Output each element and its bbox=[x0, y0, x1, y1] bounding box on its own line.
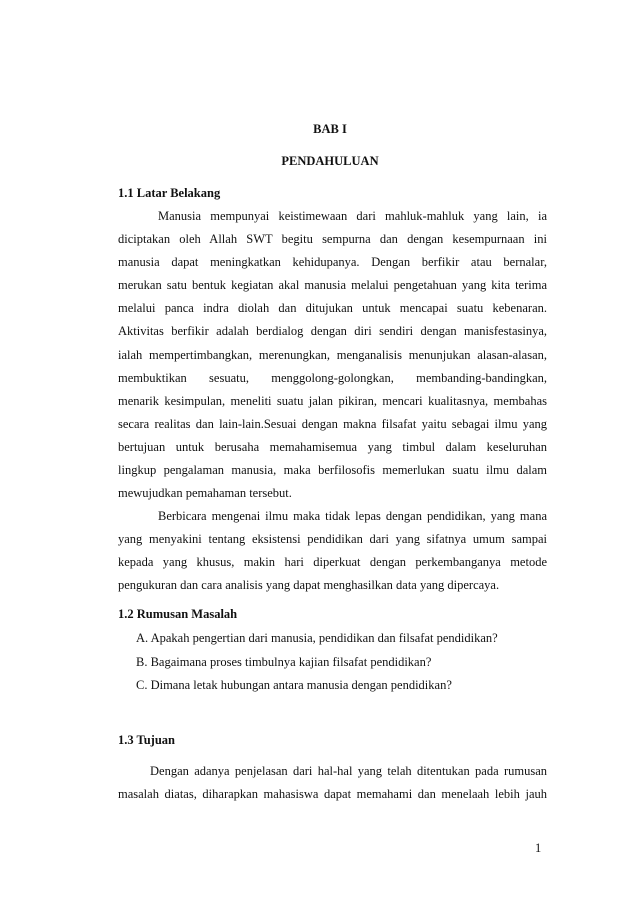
rumusan-masalah-list bbox=[136, 627, 498, 698]
list-item: B. Bagaimana proses timbulnya kajian filsafat pendidikan? bbox=[136, 654, 432, 669]
section-heading-tujuan: 1.3 Tujuan bbox=[118, 733, 175, 747]
paragraph-tujuan bbox=[118, 760, 547, 806]
text-line: merukan satu bentuk kegiatan akal manusia melalui pengetahuan yang kita terima bbox=[118, 278, 547, 293]
text-line: membuktikan sesuatu, menggolong-golongkan, membanding-bandingkan, bbox=[118, 370, 547, 385]
text-line: menarik kesimpulan, meneliti suatu jalan pikiran, mencari kualitasnya, membahas bbox=[118, 393, 547, 408]
text-line: yang menyakini tentang eksistensi pendidikan dari yang sifatnya umum sampai bbox=[118, 532, 547, 547]
chapter-title: PENDAHULUAN bbox=[281, 154, 379, 168]
text-line: kepada yang khusus, makin hari diperkuat dengan perkembanganya metode bbox=[118, 555, 547, 570]
list-item: A. Apakah pengertian dari manusia, pendidikan dan filsafat pendidikan? bbox=[136, 631, 498, 645]
text-line: lingkup pengalaman manusia, maka berfilosofis memerlukan suatu ilmu dalam bbox=[118, 463, 547, 478]
text-line: bertujuan untuk berusaha memahamisemua yang timbul dalam keseluruhan bbox=[118, 439, 547, 454]
text-line: mewujudkan pemahaman tersebut. bbox=[118, 486, 292, 501]
text-line: manusia dapat meningkatkan kehidupanya. Dengan berfikir atau bernalar, bbox=[118, 255, 547, 270]
paragraph-latar-belakang-1 bbox=[118, 205, 547, 505]
text-line: Berbicara mengenai ilmu maka tidak lepas dengan pendidikan, yang mana bbox=[158, 509, 547, 523]
chapter-label: BAB I bbox=[313, 122, 347, 136]
text-line: melalui panca indra diolah dan ditujukan untuk mencapai suatu kebenaran. bbox=[118, 301, 547, 316]
text-line: secara realitas dan lain-lain.Sesuai dengan makna filsafat yaitu sebagai ilmu yang bbox=[118, 416, 547, 431]
text-line: Aktivitas berfikir adalah berdialog dengan diri sendiri dengan manisfestasinya, bbox=[118, 324, 547, 339]
text-line: diciptakan oleh Allah SWT begitu sempurna dan dengan kesempurnaan ini bbox=[118, 232, 547, 247]
text-line: masalah diatas, diharapkan mahasiswa dapat memahami dan menelaah lebih jauh bbox=[118, 787, 547, 802]
section-heading-rumusan-masalah: 1.2 Rumusan Masalah bbox=[118, 607, 238, 621]
paragraph-latar-belakang-2 bbox=[118, 505, 547, 597]
text-line: Dengan adanya penjelasan dari hal-hal yang telah ditentukan pada rumusan bbox=[150, 764, 547, 778]
page-number: 1 bbox=[535, 841, 542, 855]
section-heading-latar-belakang: 1.1 Latar Belakang bbox=[118, 186, 221, 200]
list-item: C. Dimana letak hubungan antara manusia dengan pendidikan? bbox=[136, 678, 452, 692]
text-line: ialah mempertimbangkan, merenungkan, menganalisis menunjukan alasan-alasan, bbox=[118, 347, 547, 362]
text-line: Manusia mempunyai keistimewaan dari mahluk-mahluk yang lain, ia bbox=[158, 209, 547, 223]
text-line: pengukuran dan cara analisis yang dapat menghasilkan data yang dipercaya. bbox=[118, 578, 500, 593]
